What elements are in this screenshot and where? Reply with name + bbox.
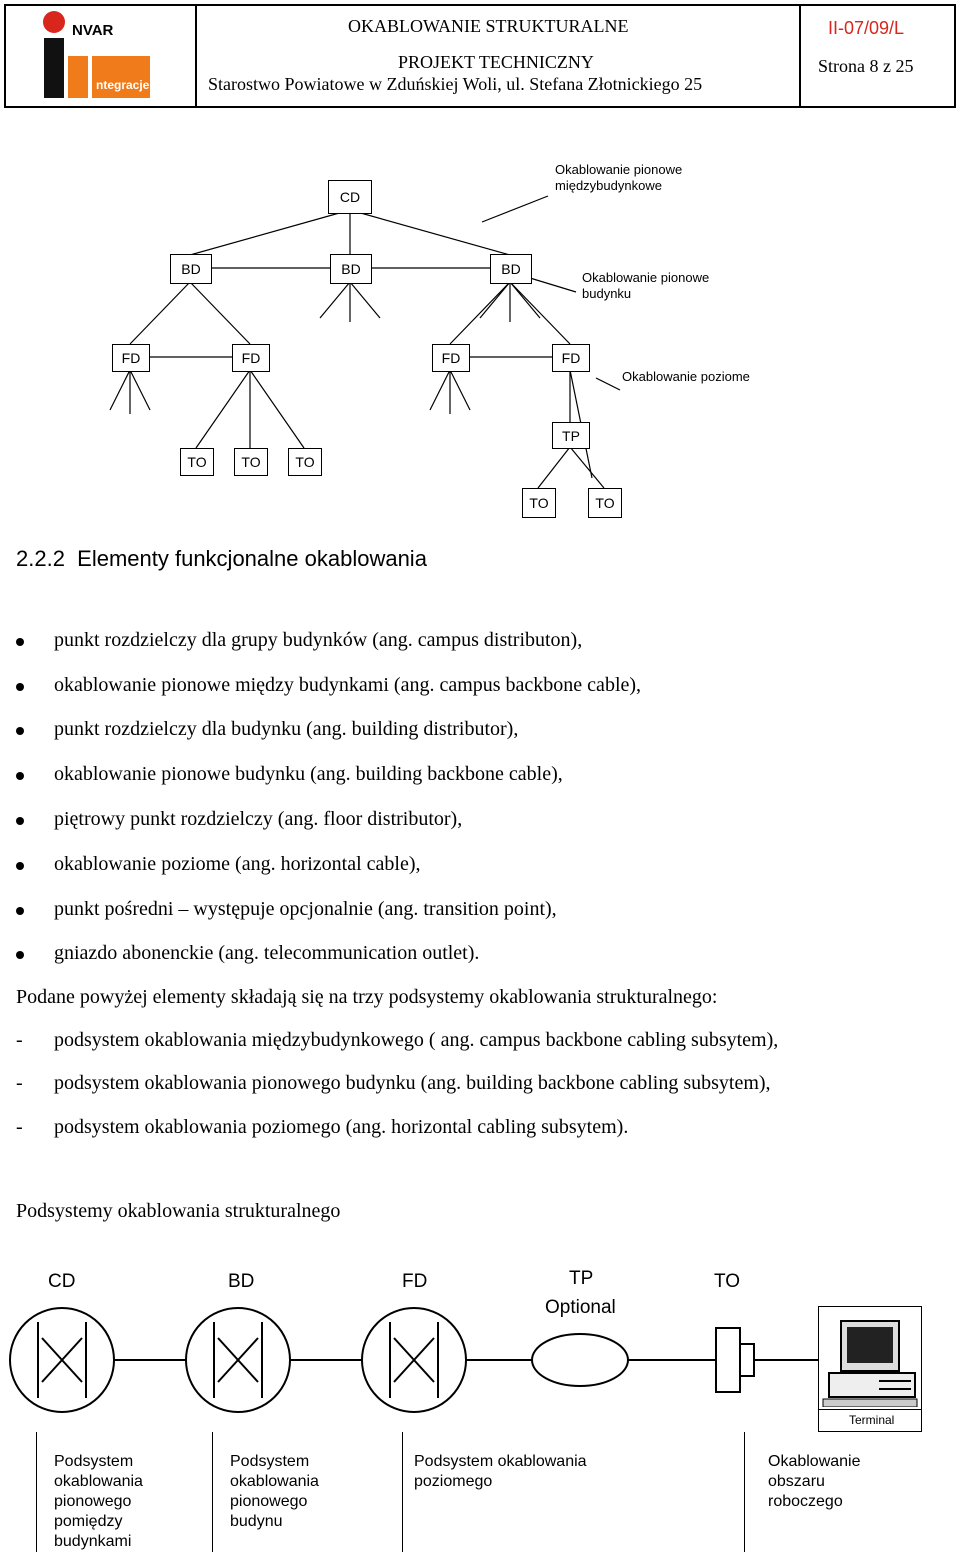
caption-campus: Podsystem okablowania pionowego pomiędzy budynkami <box>54 1453 143 1550</box>
to-node-2: TO <box>234 448 268 476</box>
hierarchy-lines <box>0 0 960 530</box>
bullet-icon <box>16 772 24 780</box>
to-node-1: TO <box>180 448 214 476</box>
bullet-icon <box>16 907 24 915</box>
label-horizontal: Okablowanie poziome <box>622 369 750 384</box>
diagram-label-bd: BD <box>228 1271 255 1292</box>
terminal-label-divider <box>819 1409 921 1410</box>
diagram-label-fd: FD <box>402 1271 428 1292</box>
caption-divider-3 <box>402 1432 403 1552</box>
bullet-icon <box>16 817 24 825</box>
bullet-icon <box>16 638 24 646</box>
diagram-label-to: TO <box>714 1271 741 1292</box>
diagram-label-cd: CD <box>48 1271 76 1292</box>
bullet-icon <box>16 727 24 735</box>
diagram-label-optional: Optional <box>545 1297 616 1318</box>
fd-node-2: FD <box>232 344 270 372</box>
subsystems-title: Podsystemy okablowania strukturalnego <box>16 1200 341 1222</box>
document-title: OKABLOWANIE STRUKTURALNE <box>348 16 629 36</box>
bullet-icon <box>16 951 24 959</box>
bd-node-1: BD <box>170 254 212 284</box>
to-node-3: TO <box>288 448 322 476</box>
fd-node-1: FD <box>112 344 150 372</box>
bd-node-3: BD <box>490 254 532 284</box>
cd-node: CD <box>328 180 372 214</box>
subsystems-diagram <box>0 1300 960 1440</box>
intro-paragraph: Podane powyżej elementy składają się na trzy podsystemy okablowania strukturalnego: <box>16 986 718 1008</box>
label-building-backbone: Okablowanie pionowe budynku <box>582 270 710 301</box>
label-campus-backbone: Okablowanie pionowe międzybudynkowe <box>555 162 683 193</box>
section-heading: 2.2.2 Elementy funkcjonalne okablowania <box>16 546 427 571</box>
tp-node: TP <box>552 422 590 449</box>
caption-divider-1 <box>36 1432 37 1552</box>
logo-text-bottom: ntegracje <box>96 78 150 92</box>
bd-node-2: BD <box>330 254 372 284</box>
terminal-label: Terminal <box>849 1413 895 1427</box>
caption-divider-2 <box>212 1432 213 1552</box>
caption-divider-4 <box>744 1432 745 1552</box>
fd-node-4: FD <box>552 344 590 372</box>
logo-text-top: NVAR <box>72 22 114 39</box>
bullet-icon <box>16 862 24 870</box>
document-id: II-07/09/L <box>828 18 905 38</box>
page-number: Strona 8 z 25 <box>818 56 914 76</box>
fd-node-3: FD <box>432 344 470 372</box>
to-node-4: TO <box>522 488 556 518</box>
to-node-5: TO <box>588 488 622 518</box>
terminal-box <box>818 1306 922 1432</box>
diagram-label-tp: TP <box>569 1268 594 1289</box>
computer-icon <box>819 1307 921 1407</box>
document-address: Starostwo Powiatowe w Zduńskiej Woli, ul. Stefana Złotnickiego 25 <box>208 74 703 94</box>
caption-horizontal: Podsystem okablowania poziomego <box>414 1453 587 1490</box>
document-subtitle: PROJEKT TECHNICZNY <box>398 52 594 72</box>
caption-building: Podsystem okablowania pionowego budynu <box>230 1453 319 1530</box>
caption-work-area: Okablowanie obszaru roboczego <box>768 1453 861 1510</box>
bullet-icon <box>16 683 24 691</box>
